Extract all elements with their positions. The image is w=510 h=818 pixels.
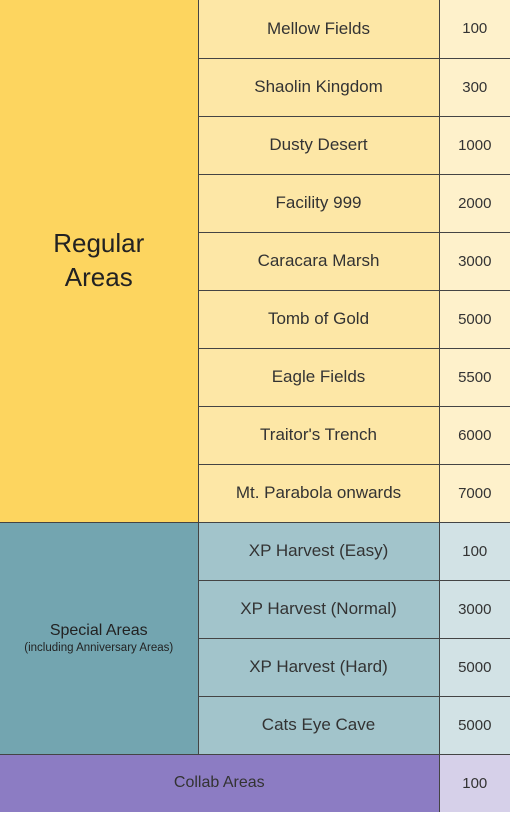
area-name: Mellow Fields bbox=[198, 0, 439, 58]
regular-areas-title: Regular Areas bbox=[53, 227, 145, 292]
table-row bbox=[0, 754, 510, 812]
area-value: 5000 bbox=[439, 290, 510, 348]
area-name: Dusty Desert bbox=[198, 116, 439, 174]
area-value: 5500 bbox=[439, 348, 510, 406]
special-areas-subtitle: (including Anniversary Areas) bbox=[24, 642, 174, 654]
area-name: Eagle Fields bbox=[198, 348, 439, 406]
area-name: XP Harvest (Easy) bbox=[198, 522, 439, 580]
area-name: XP Harvest (Hard) bbox=[198, 638, 439, 696]
area-value: 5000 bbox=[439, 638, 510, 696]
area-value: 3000 bbox=[439, 580, 510, 638]
area-value: 1000 bbox=[439, 116, 510, 174]
area-value: 100 bbox=[439, 522, 510, 580]
area-name: XP Harvest (Normal) bbox=[198, 580, 439, 638]
area-value: 3000 bbox=[439, 232, 510, 290]
area-name: Cats Eye Cave bbox=[198, 696, 439, 754]
collab-areas-header: Collab Areas bbox=[0, 754, 439, 812]
area-value: 5000 bbox=[439, 696, 510, 754]
special-areas-header bbox=[0, 522, 198, 754]
area-value: 100 bbox=[439, 754, 510, 812]
special-areas-title: Special Areas bbox=[49, 622, 148, 639]
regular-areas-header bbox=[0, 0, 198, 522]
area-name: Traitor's Trench bbox=[198, 406, 439, 464]
area-name: Tomb of Gold bbox=[198, 290, 439, 348]
table-row bbox=[0, 0, 510, 58]
area-value: 100 bbox=[439, 0, 510, 58]
area-value: 2000 bbox=[439, 174, 510, 232]
area-value: 7000 bbox=[439, 464, 510, 522]
area-name: Facility 999 bbox=[198, 174, 439, 232]
area-value: 6000 bbox=[439, 406, 510, 464]
area-name: Shaolin Kingdom bbox=[198, 58, 439, 116]
area-name: Mt. Parabola onwards bbox=[198, 464, 439, 522]
table-row bbox=[0, 522, 510, 580]
area-name: Caracara Marsh bbox=[198, 232, 439, 290]
area-value: 300 bbox=[439, 58, 510, 116]
